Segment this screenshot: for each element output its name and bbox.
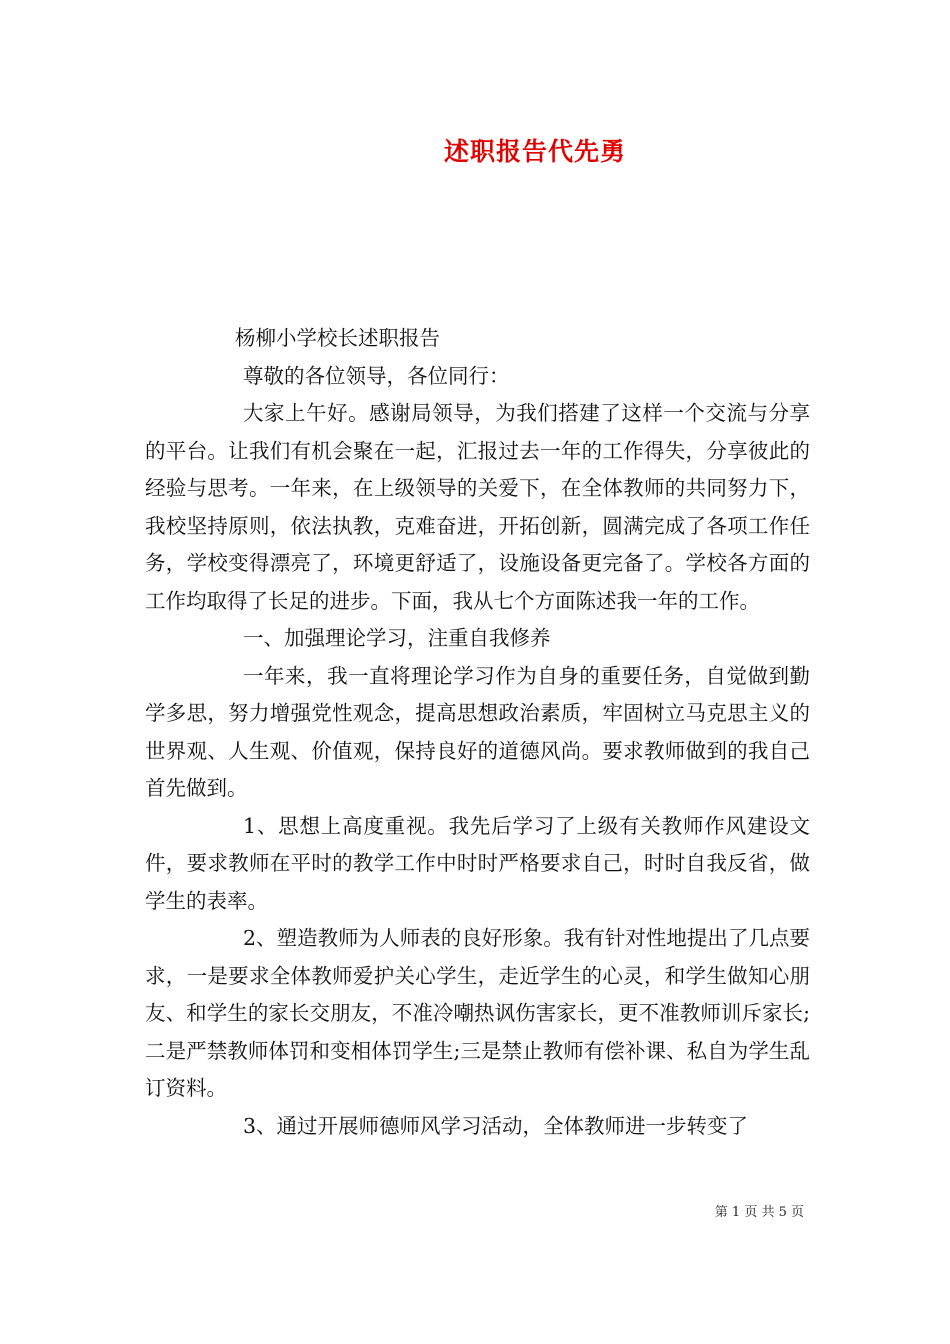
- paragraph-item-2: 2、塑造教师为人师表的良好形象。我有针对性地提出了几点要求，一是要求全体教师爱护关心学生，走近学生的心灵，和学生做知心朋友、和学生的家长交朋友，不准冷嘲热讽伤害家长，更不准教师训斥家长;二是严禁教师体罚和变相体罚学生;三是禁止教师有偿补课、私自为学生乱订资料。: [145, 926, 810, 1100]
- paragraph-section-1: 一年来，我一直将理论学习作为自身的重要任务，自觉做到勤学多思，努力增强党性观念，提高思想政治素质，牢固树立马克思主义的世界观、人生观、价值观，保持良好的道德风尚。要求教师做到的我自己首先做到。: [145, 663, 810, 800]
- paragraph-report-heading: 杨柳小学校长述职报告: [235, 326, 440, 350]
- page-number-footer: 第 1 页 共 5 页: [714, 1205, 804, 1220]
- paragraph-salutation: 尊敬的各位领导，各位同行：: [243, 363, 510, 388]
- document-title: 述职报告代先勇: [443, 137, 626, 166]
- document-body: [145, 320, 810, 1145]
- paragraph-item-3: 3、通过开展师德师风学习活动，全体教师进一步转变了: [243, 1113, 749, 1138]
- section-heading-1: 一、加强理论学习，注重自我修养: [243, 626, 551, 650]
- paragraph-item-1: 1、思想上高度重视。我先后学习了上级有关教师作风建设文件，要求教师在平时的教学工作中时时严格要求自己，时时自我反省，做学生的表率。: [145, 813, 810, 913]
- paragraph-intro: 大家上午好。感谢局领导，为我们搭建了这样一个交流与分享的平台。让我们有机会聚在一起，汇报过去一年的工作得失，分享彼此的经验与思考。一年来，在上级领导的关爱下，在全体教师的共同努力下，我校坚持原则，依法执教，克难奋进，开拓创新，圆满完成了各项工作任务，学校变得漂亮了，环境更舒适了，设施设备更完备了。学校各方面的工作均取得了长足的进步。下面，我从七个方面陈述我一年的工作。: [145, 401, 810, 613]
